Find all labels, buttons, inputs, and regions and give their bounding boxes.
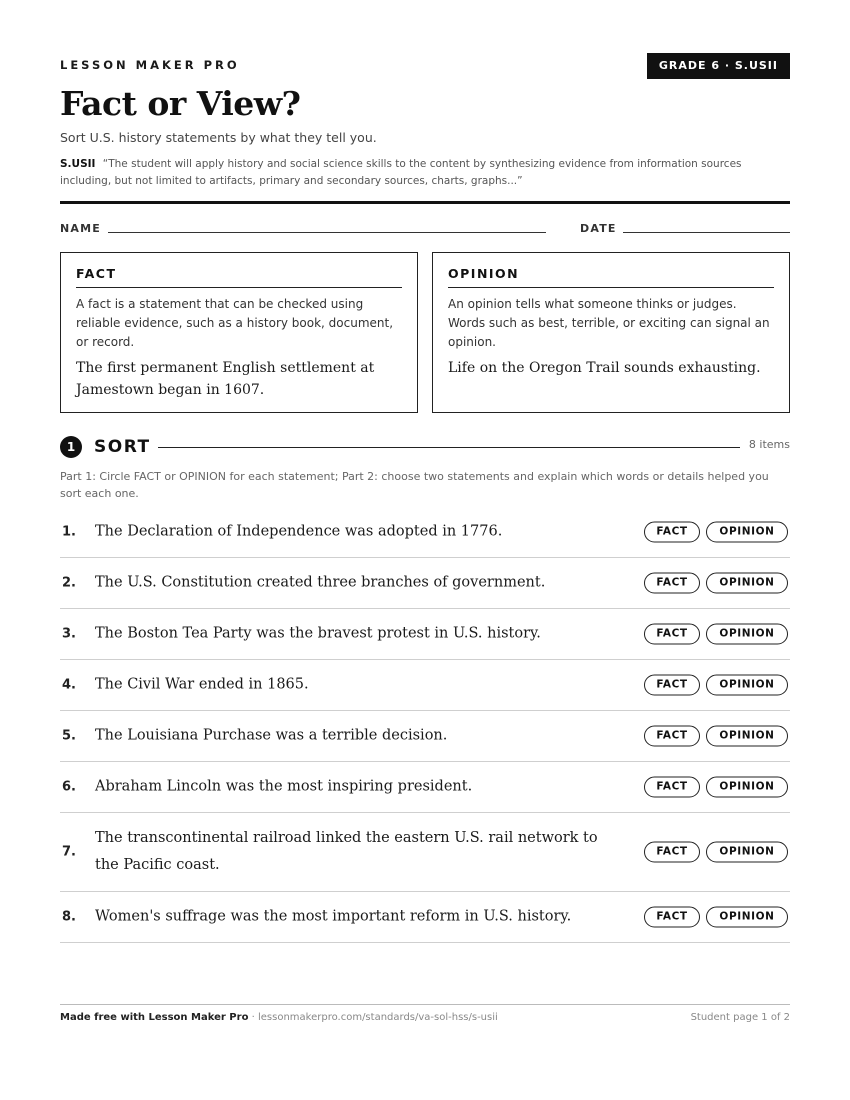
opinion-heading: OPINION: [448, 266, 774, 288]
footer-credit: [60, 1012, 498, 1023]
page-subtitle: Sort U.S. history statements by what they tell you.: [60, 130, 377, 145]
statement-text: The transcontinental railroad linked the eastern U.S. rail network to the Pacific coast.: [95, 830, 598, 873]
footer-made-with: Made free with Lesson Maker Pro: [60, 1012, 249, 1023]
name-label: NAME: [60, 222, 101, 235]
answer-choices: [644, 573, 788, 594]
standard-text: “The student will apply history and social science skills to the content by synthesizing evidence from information sources including, but not limited to artifacts, primary and secondary sources, charts, graphs...”: [60, 158, 742, 187]
answer-choices: [644, 777, 788, 798]
worksheet-page: [60, 0, 790, 1100]
section-instructions: Part 1: Circle FACT or OPINION for each statement; Part 2: choose two statements and explain which words or details helped you sort each one.: [60, 470, 769, 500]
section-divider: [158, 447, 740, 448]
statement-text: Women's suffrage was the most important reform in U.S. history.: [95, 908, 572, 925]
standard-statement: [60, 156, 790, 190]
opinion-choice[interactable]: OPINION: [706, 675, 788, 696]
brand-name: LESSON MAKER PRO: [60, 58, 240, 72]
statement-text: The Boston Tea Party was the bravest protest in U.S. history.: [95, 625, 541, 642]
answer-choices: [644, 726, 788, 747]
answer-choices: [644, 842, 788, 863]
statement-item: [60, 762, 790, 813]
statement-item: [60, 711, 790, 762]
fact-choice[interactable]: FACT: [644, 726, 700, 747]
page-title: Fact or View?: [60, 84, 301, 123]
fact-definition: A fact is a statement that can be checked using reliable evidence, such as a history book, document, or record.: [76, 297, 394, 349]
fact-choice[interactable]: FACT: [644, 573, 700, 594]
opinion-definition: An opinion tells what someone thinks or judges. Words such as best, terrible, or exciting can signal an opinion.: [448, 297, 770, 349]
footer-url[interactable]: · lessonmakerpro.com/standards/va-sol-hss/s-usii: [248, 1012, 498, 1023]
opinion-choice[interactable]: OPINION: [706, 573, 788, 594]
statement-text: The Louisiana Purchase was a terrible decision.: [95, 727, 448, 744]
fact-heading: FACT: [76, 266, 402, 288]
opinion-example: Life on the Oregon Trail sounds exhausting.: [448, 360, 761, 376]
statement-item: [60, 660, 790, 711]
date-label: DATE: [580, 222, 617, 235]
opinion-choice[interactable]: OPINION: [706, 777, 788, 798]
statement-list: [60, 507, 790, 943]
statement-number: 4.: [62, 677, 76, 693]
statement-item: [60, 892, 790, 943]
standard-code: S.USII: [60, 158, 96, 170]
opinion-choice[interactable]: OPINION: [706, 842, 788, 863]
statement-number: 2.: [62, 575, 76, 591]
statement-number: 5.: [62, 728, 76, 744]
statement-number: 8.: [62, 909, 76, 925]
name-field-line[interactable]: [108, 232, 546, 233]
statement-item: [60, 813, 790, 892]
section-number-badge: 1: [60, 436, 82, 458]
header-divider: [60, 201, 790, 204]
answer-choices: [644, 624, 788, 645]
opinion-choice[interactable]: OPINION: [706, 726, 788, 747]
fact-choice[interactable]: FACT: [644, 777, 700, 798]
statement-text: The U.S. Constitution created three branches of government.: [95, 574, 546, 591]
opinion-choice[interactable]: OPINION: [706, 522, 788, 543]
statement-number: 6.: [62, 779, 76, 795]
statement-number: 7.: [62, 844, 76, 860]
fact-choice[interactable]: FACT: [644, 522, 700, 543]
statement-item: [60, 507, 790, 558]
statement-text: The Declaration of Independence was adopted in 1776.: [95, 523, 503, 540]
fact-choice[interactable]: FACT: [644, 675, 700, 696]
answer-choices: [644, 675, 788, 696]
item-count: 8 items: [748, 438, 790, 451]
footer-page-number: Student page 1 of 2: [690, 1012, 790, 1023]
fact-choice[interactable]: FACT: [644, 624, 700, 645]
statement-text: The Civil War ended in 1865.: [95, 676, 309, 693]
statement-number: 1.: [62, 524, 76, 540]
opinion-choice[interactable]: OPINION: [706, 624, 788, 645]
opinion-definition-box: [432, 252, 790, 413]
statement-text: Abraham Lincoln was the most inspiring president.: [95, 778, 473, 795]
fact-definition-box: [60, 252, 418, 413]
fact-example: The first permanent English settlement at Jamestown began in 1607.: [76, 360, 375, 398]
section-title: SORT: [94, 437, 151, 457]
footer-divider: [60, 1004, 790, 1005]
statement-item: [60, 558, 790, 609]
answer-choices: [644, 907, 788, 928]
fact-choice[interactable]: FACT: [644, 907, 700, 928]
statement-item: [60, 609, 790, 660]
answer-choices: [644, 522, 788, 543]
statement-number: 3.: [62, 626, 76, 642]
fact-choice[interactable]: FACT: [644, 842, 700, 863]
date-field-line[interactable]: [623, 232, 790, 233]
opinion-choice[interactable]: OPINION: [706, 907, 788, 928]
grade-badge: GRADE 6 · S.USII: [647, 53, 790, 79]
